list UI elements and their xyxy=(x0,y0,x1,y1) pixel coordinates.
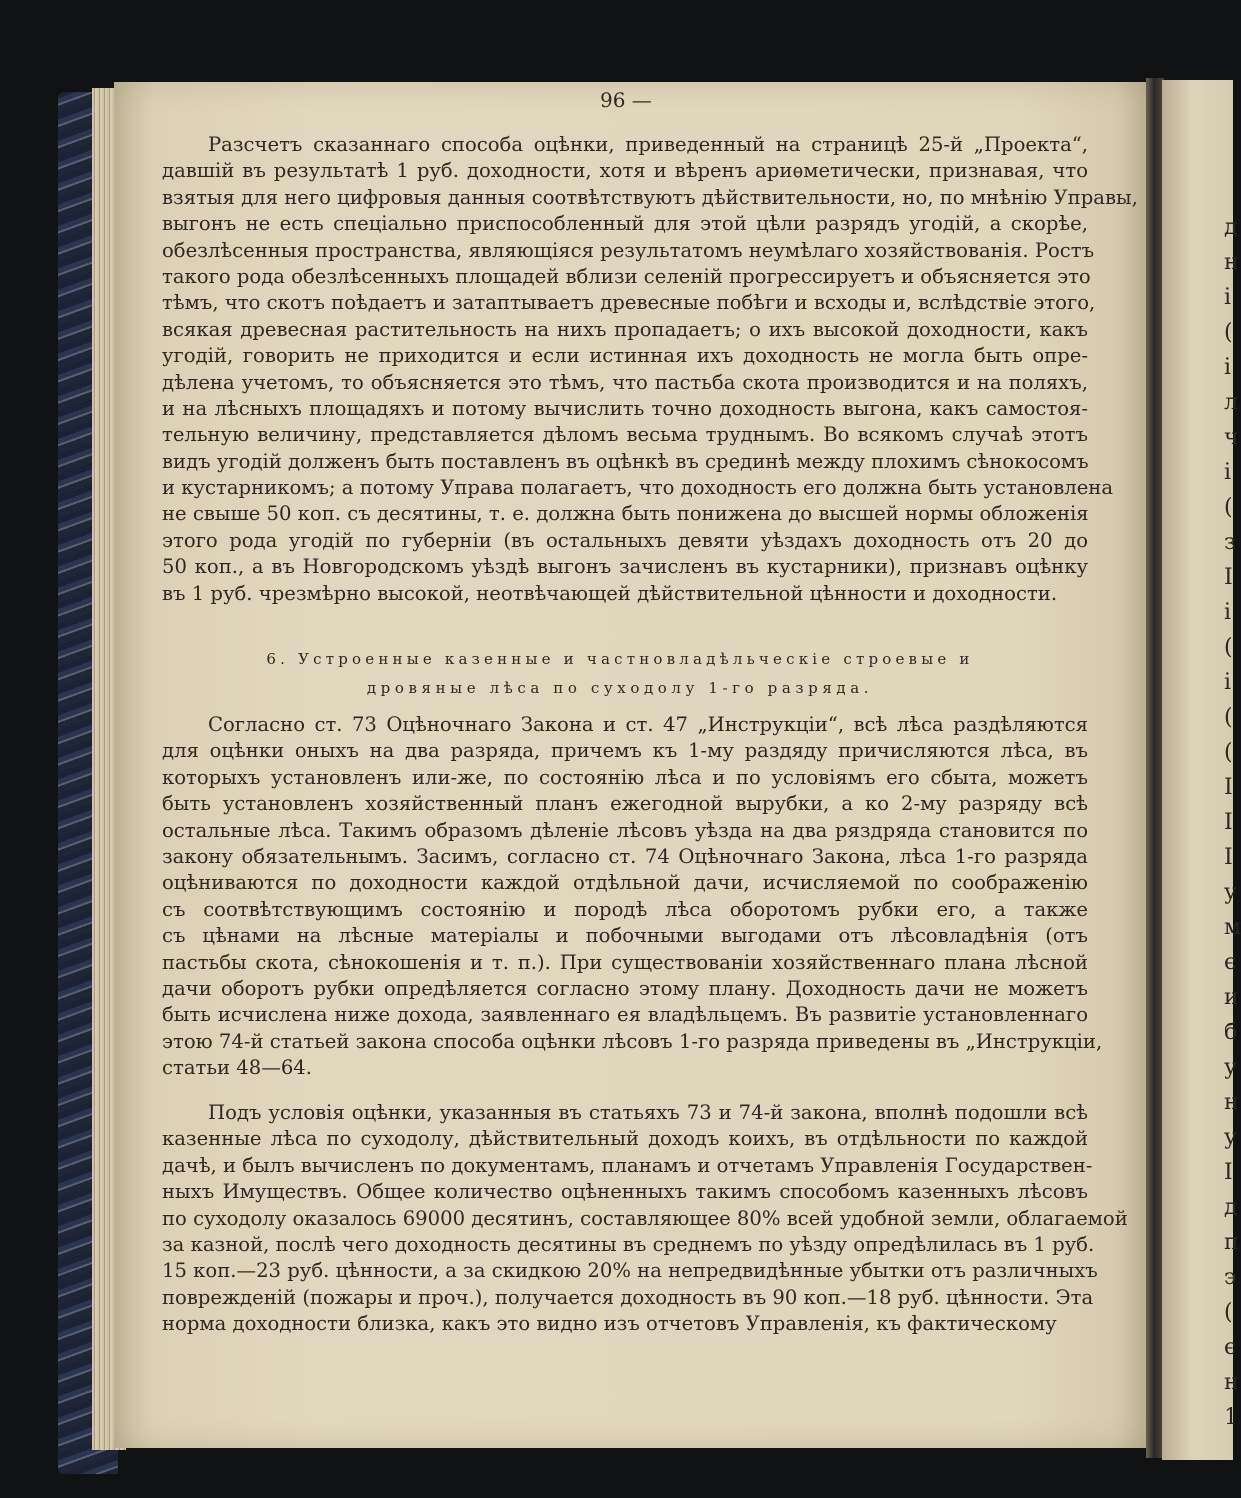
text-line: закону обязательнымъ. Засимъ, согласно ст. 74 Оцѣночнаго Закона, лѣса 1-го разряда xyxy=(162,844,1088,868)
text-line: обезлѣсенныя пространства, являющіяся результатомъ неумѣлаго хозяйствованія. Ростъ xyxy=(162,238,1095,262)
text-line: дачи оборотъ рубки опредѣляется согласно этому плану. Доходность дачи не можетъ xyxy=(162,976,1088,1000)
text-line: статьи 48—64. xyxy=(162,1056,312,1080)
text-line: всякая древесная растительность на нихъ пропадаетъ; о ихъ высокой доходности, какъ xyxy=(162,317,1088,341)
text-line: не свыше 50 коп. съ десятины, т. е. должна быть понижена до высшей нормы обложенія xyxy=(162,502,1089,526)
next-page-glyph: І xyxy=(1224,775,1233,800)
text-line: этого рода угодій по губерніи (въ остальныхъ девяти уѣздахъ доходность отъ 20 до xyxy=(162,528,1088,552)
next-page-glyph: і xyxy=(1224,460,1232,485)
next-page-glyphs xyxy=(1224,210,1241,1435)
text-line: за казной, послѣ чего доходность десятины въ среднемъ по уѣзду опредѣлилась въ 1 руб. xyxy=(162,1232,1095,1256)
section-heading-line-1: 6. Устроенные казенные и частновладѣльческіе строевые и xyxy=(266,650,974,668)
paragraph-3 xyxy=(162,1100,1128,1338)
next-page-glyph: у xyxy=(1224,1125,1237,1150)
text-line: взятыя для него цифровыя данныя соотвѣтствуютъ дѣйствительности, но, по мнѣнію Управы, xyxy=(162,185,1138,209)
next-page-glyph: ( xyxy=(1224,320,1233,345)
next-page-glyph: і xyxy=(1224,670,1232,695)
next-page-glyph: ( xyxy=(1224,635,1233,660)
text-line: 50 коп., а въ Новгородскомъ уѣздѣ выгонъ зачисленъ въ кустарники), признавъ оцѣнку xyxy=(162,555,1088,579)
next-page-glyph: І xyxy=(1224,1160,1233,1185)
text-line: норма доходности близка, какъ это видно изъ отчетовъ Управленія, къ фактическому xyxy=(162,1312,1057,1336)
page-number: 96 — xyxy=(600,88,652,112)
next-page-glyph: ( xyxy=(1224,1300,1233,1325)
text-line: дѣлена учетомъ, то объясняется это тѣмъ, что пастьба скота производится и на поляхъ, xyxy=(162,370,1088,394)
text-line: Разсчетъ сказаннаго способа оцѣнки, приведенный на страницѣ 25-й „Проекта“, xyxy=(208,133,1088,156)
next-page-glyph: є xyxy=(1224,1335,1237,1360)
text-line: оцѣниваются по доходности каждой отдѣльной дачи, исчисляемой по соображенію xyxy=(162,871,1088,895)
next-page-glyph: д xyxy=(1224,215,1238,240)
text-line: съ цѣнами на лѣсные матеріалы и побочными выгодами отъ лѣсовладѣнія (отъ xyxy=(162,924,1088,948)
text-line: этою 74-й статьей закона способа оцѣнки лѣсовъ 1-го разряда приведены въ „Инструкціи, xyxy=(162,1029,1103,1053)
text-line: угодій, говорить не приходится и если истинная ихъ доходность не могла быть опре- xyxy=(162,344,1088,368)
next-page-glyph: н xyxy=(1224,1090,1239,1115)
text-line: пастьбы скота, сѣнокошенія и т. п.). При существованіи хозяйственнаго плана лѣсной xyxy=(162,950,1088,974)
next-page-glyph: і xyxy=(1224,600,1232,625)
text-line: такого рода обезлѣсенныхъ площадей вблизи селеній прогрессируетъ и объясняется это xyxy=(162,264,1091,288)
next-page-glyph: п xyxy=(1224,1230,1239,1255)
text-line: и кустарникомъ; а потому Управа полагаетъ, что доходность его должна быть установлена xyxy=(162,476,1114,500)
next-page-glyph: м xyxy=(1224,915,1241,940)
text-line: поврежденій (пожары и проч.), получается доходность въ 90 коп.—18 руб. цѣнности. Эта xyxy=(162,1285,1094,1309)
text-line: тельную величину, представляется дѣломъ весьма труднымъ. Во всякомъ случаѣ этотъ xyxy=(162,423,1088,447)
next-page-glyph: і xyxy=(1224,285,1232,310)
next-page-glyph: ( xyxy=(1224,705,1233,730)
text-line: Согласно ст. 73 Оцѣночнаго Закона и ст. 47 „Инструкціи“, всѣ лѣса раздѣляются xyxy=(208,713,1088,736)
text-line: по суходолу оказалось 69000 десятинъ, составляющее 80% всей удобной земли, облагаемой xyxy=(162,1206,1128,1230)
next-page-glyph: у xyxy=(1224,880,1237,905)
section-heading-line-2: дровяные лѣса по суходолу 1-го разряда. xyxy=(366,679,874,697)
text-line: 15 коп.—23 руб. цѣнности, а за скидкою 20% на непредвидѣнные убытки отъ различныхъ xyxy=(162,1259,1098,1283)
next-page-glyph: І xyxy=(1224,810,1233,835)
text-line: которыхъ установленъ или-же, по состоянію лѣса и по условіямъ его сбыта, можетъ xyxy=(162,765,1088,789)
next-page-glyph: э xyxy=(1224,1265,1237,1290)
text-line: давшій въ результатѣ 1 руб. доходности, хотя и вѣренъ ариѳметически, признавая, что xyxy=(162,159,1088,183)
next-page-glyph: н xyxy=(1224,1370,1239,1395)
next-page-glyph: и xyxy=(1224,985,1239,1010)
text-line: въ 1 руб. чрезмѣрно высокой, неотвѣчающей дѣйствительной цѣнности и доходности. xyxy=(162,581,1058,605)
text-line: остальные лѣса. Такимъ образомъ дѣленіе лѣсовъ уѣзда на два ряздряда становится по xyxy=(162,818,1088,842)
text-line: Подъ условія оцѣнки, указанныя въ статьяхъ 73 и 74-й закона, вполнѣ подошли всѣ xyxy=(208,1101,1088,1124)
text-line: казенные лѣса по суходолу, дѣйствительный доходъ коихъ, въ отдѣльности по каждой xyxy=(162,1127,1088,1151)
next-page-glyph: І xyxy=(1224,845,1233,870)
text-line: ныхъ Имуществъ. Общее количество оцѣненныхъ такимъ способомъ казенныхъ лѣсовъ xyxy=(162,1180,1088,1204)
text-line: выгонъ не есть спеціально приспособленный для этой цѣли разрядъ угодій, а скорѣе, xyxy=(162,212,1088,236)
next-page-glyph: є xyxy=(1224,950,1237,975)
text-line: быть установленъ хозяйственный планъ ежегодной вырубки, а ко 2-му разряду всѣ xyxy=(162,792,1088,816)
next-page-glyph: б xyxy=(1224,1020,1238,1045)
next-page-glyph: д xyxy=(1224,1195,1238,1220)
text-line: съ соотвѣтствующимъ состоянію и породѣ лѣса оборотомъ рубки его, а также xyxy=(162,897,1088,921)
next-page-glyph: 1 xyxy=(1224,1405,1238,1430)
text-line: видъ угодій долженъ быть поставленъ въ оцѣнкѣ въ срединѣ между плохимъ сѣнокосомъ xyxy=(162,449,1089,473)
next-page-edge xyxy=(1162,80,1241,1460)
text-line: дачѣ, и былъ вычисленъ по документамъ, планамъ и отчетамъ Управленія Государствен- xyxy=(162,1153,1093,1177)
paragraph-2 xyxy=(162,712,1103,1081)
text-line: для оцѣнки оныхъ на два разряда, причемъ къ 1-му раздяду причисляются лѣса, въ xyxy=(162,739,1088,763)
text-line: и на лѣсныхъ площадяхъ и потому вычислить точно доходность выгона, какъ самостоя- xyxy=(162,396,1088,420)
paragraph-1 xyxy=(162,132,1138,607)
next-page-glyph: у xyxy=(1224,1055,1237,1080)
next-page-glyph: і xyxy=(1224,355,1232,380)
next-page-glyph: ( xyxy=(1224,740,1233,765)
next-page-glyph: ( xyxy=(1224,495,1233,520)
next-page-glyph: л xyxy=(1224,390,1238,415)
next-page-glyph: ч xyxy=(1224,425,1239,450)
next-page-glyph: з xyxy=(1224,530,1236,555)
next-page-glyph: І xyxy=(1224,565,1233,590)
next-page-glyph: н xyxy=(1224,250,1239,275)
text-line: быть исчислена ниже дохода, заявленнаго ея владѣльцемъ. Въ развитіе установленнаго xyxy=(162,1003,1088,1027)
text-line: тѣмъ, что скотъ поѣдаетъ и затаптываетъ древесные побѣги и всходы и, вслѣдствіе этого, xyxy=(162,291,1096,315)
